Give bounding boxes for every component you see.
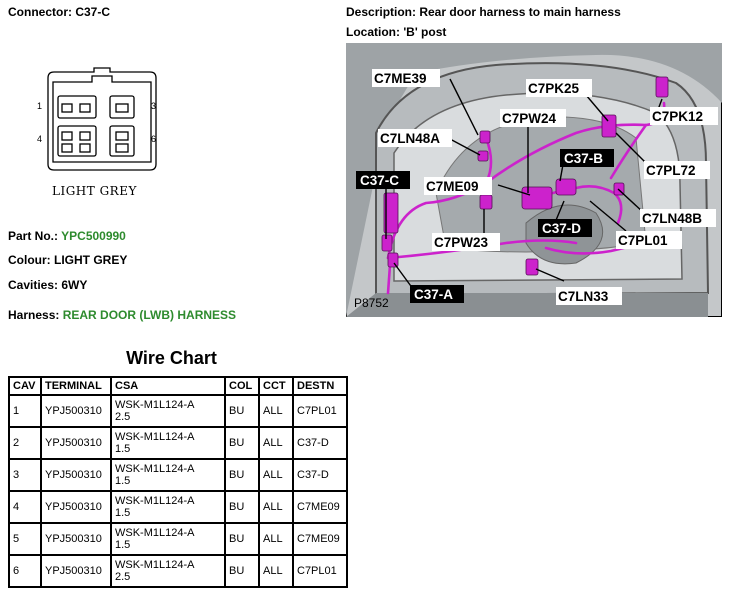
location-text: Location: 'B' post: [346, 25, 447, 39]
cell-cav: 4: [9, 491, 41, 523]
csa-spec: WSK-M1L124-A: [115, 399, 195, 411]
pin-number-6: 6: [151, 134, 157, 144]
wire-chart-title: Wire Chart: [126, 348, 217, 368]
cell-terminal: YPJ500310: [41, 491, 111, 523]
wire-chart-table: [8, 376, 348, 588]
cell-destn: C7PL01: [293, 395, 347, 427]
cell-cav: 3: [9, 459, 41, 491]
callout-C7PW23: C7PW23: [434, 235, 489, 250]
csa-size: 1.5: [115, 507, 131, 519]
cell-cct: ALL: [259, 555, 293, 587]
csa-size: 2.5: [115, 571, 131, 583]
table-row: [9, 427, 347, 459]
cell-cav: 6: [9, 555, 41, 587]
cell-destn: C37-D: [293, 427, 347, 459]
harness-location-photo: [346, 43, 722, 317]
header-destn: DESTN: [293, 377, 347, 395]
cell-cct: ALL: [259, 395, 293, 427]
cell-cct: ALL: [259, 459, 293, 491]
callout-C7LN48A: C7LN48A: [380, 131, 441, 146]
csa-spec: WSK-M1L124-A: [115, 559, 195, 571]
cell-csa: [111, 491, 225, 523]
cell-csa: [111, 427, 225, 459]
cell-csa: [111, 459, 225, 491]
callout-C7PK12: C7PK12: [652, 109, 704, 124]
part-no-value: YPC500990: [61, 229, 126, 243]
pin-number-1: 1: [37, 101, 43, 111]
csa-spec: WSK-M1L124-A: [115, 527, 195, 539]
harness-value: REAR DOOR (LWB) HARNESS: [62, 308, 237, 322]
callout-C7LN48B: C7LN48B: [642, 211, 703, 226]
csa-size: 2.5: [115, 411, 131, 423]
cell-cav: 1: [9, 395, 41, 427]
callout-C7LN33: C7LN33: [558, 289, 609, 304]
pin-number-4: 4: [37, 134, 43, 144]
cavities-row: [8, 278, 87, 292]
header-csa: CSA: [111, 377, 225, 395]
csa-spec: WSK-M1L124-A: [115, 431, 195, 443]
cell-cct: ALL: [259, 427, 293, 459]
callout-C7PL01: C7PL01: [618, 233, 668, 248]
part-no-row: [8, 229, 126, 243]
cavities-label: Cavities:: [8, 278, 59, 292]
cell-terminal: YPJ500310: [41, 427, 111, 459]
cell-terminal: YPJ500310: [41, 523, 111, 555]
csa-spec: WSK-M1L124-A: [115, 495, 195, 507]
cell-col: BU: [225, 427, 259, 459]
header-cct: CCT: [259, 377, 293, 395]
cell-destn: C7ME09: [293, 523, 347, 555]
cell-csa: [111, 395, 225, 427]
photo-ref: P8752: [354, 296, 389, 310]
colour-row: [8, 253, 127, 267]
cell-col: BU: [225, 491, 259, 523]
cell-col: BU: [225, 459, 259, 491]
callout-C7PW24: C7PW24: [502, 111, 557, 126]
header-cav: CAV: [9, 377, 41, 395]
connector-colour-caption: LIGHT GREY: [52, 184, 137, 198]
table-row: [9, 491, 347, 523]
cell-destn: C7PL01: [293, 555, 347, 587]
header-col: COL: [225, 377, 259, 395]
cell-terminal: YPJ500310: [41, 459, 111, 491]
cavities-value: 6WY: [61, 278, 88, 292]
header-terminal: TERMINAL: [41, 377, 111, 395]
table-row: [9, 459, 347, 491]
table-row: [9, 395, 347, 427]
cell-csa: [111, 555, 225, 587]
callout-C7ME09: C7ME09: [426, 179, 479, 194]
csa-size: 1.5: [115, 475, 131, 487]
callout-C7ME39: C7ME39: [374, 71, 427, 86]
colour-value: LIGHT GREY: [54, 253, 128, 267]
cell-cct: ALL: [259, 523, 293, 555]
cell-terminal: YPJ500310: [41, 395, 111, 427]
part-no-label: Part No.:: [8, 229, 59, 243]
csa-spec: WSK-M1L124-A: [115, 463, 195, 475]
cell-col: BU: [225, 395, 259, 427]
cell-cct: ALL: [259, 491, 293, 523]
callout-C37-C: C37-C: [360, 173, 400, 188]
csa-size: 1.5: [115, 443, 131, 455]
cell-csa: [111, 523, 225, 555]
callout-C7PK25: C7PK25: [528, 81, 580, 96]
description-text: Description: Rear door harness to main harness: [346, 5, 621, 19]
csa-size: 1.5: [115, 539, 131, 551]
cell-destn: C7ME09: [293, 491, 347, 523]
cell-destn: C37-D: [293, 459, 347, 491]
harness-label: Harness:: [8, 308, 60, 322]
callout-C37-D: C37-D: [542, 221, 582, 236]
callout-C37-B: C37-B: [564, 151, 604, 166]
connector-face-diagram: [40, 66, 162, 176]
cell-col: BU: [225, 523, 259, 555]
table-row: [9, 555, 347, 587]
pin-number-3: 3: [151, 101, 157, 111]
cell-cav: 5: [9, 523, 41, 555]
callout-C7PL72: C7PL72: [646, 163, 696, 178]
cell-col: BU: [225, 555, 259, 587]
table-header-row: [9, 377, 347, 395]
table-row: [9, 523, 347, 555]
harness-row: [8, 308, 236, 322]
connector-label: Connector: C37-C: [8, 5, 111, 19]
callout-C37-A: C37-A: [414, 287, 454, 302]
colour-label: Colour:: [8, 253, 51, 267]
cell-cav: 2: [9, 427, 41, 459]
cell-terminal: YPJ500310: [41, 555, 111, 587]
